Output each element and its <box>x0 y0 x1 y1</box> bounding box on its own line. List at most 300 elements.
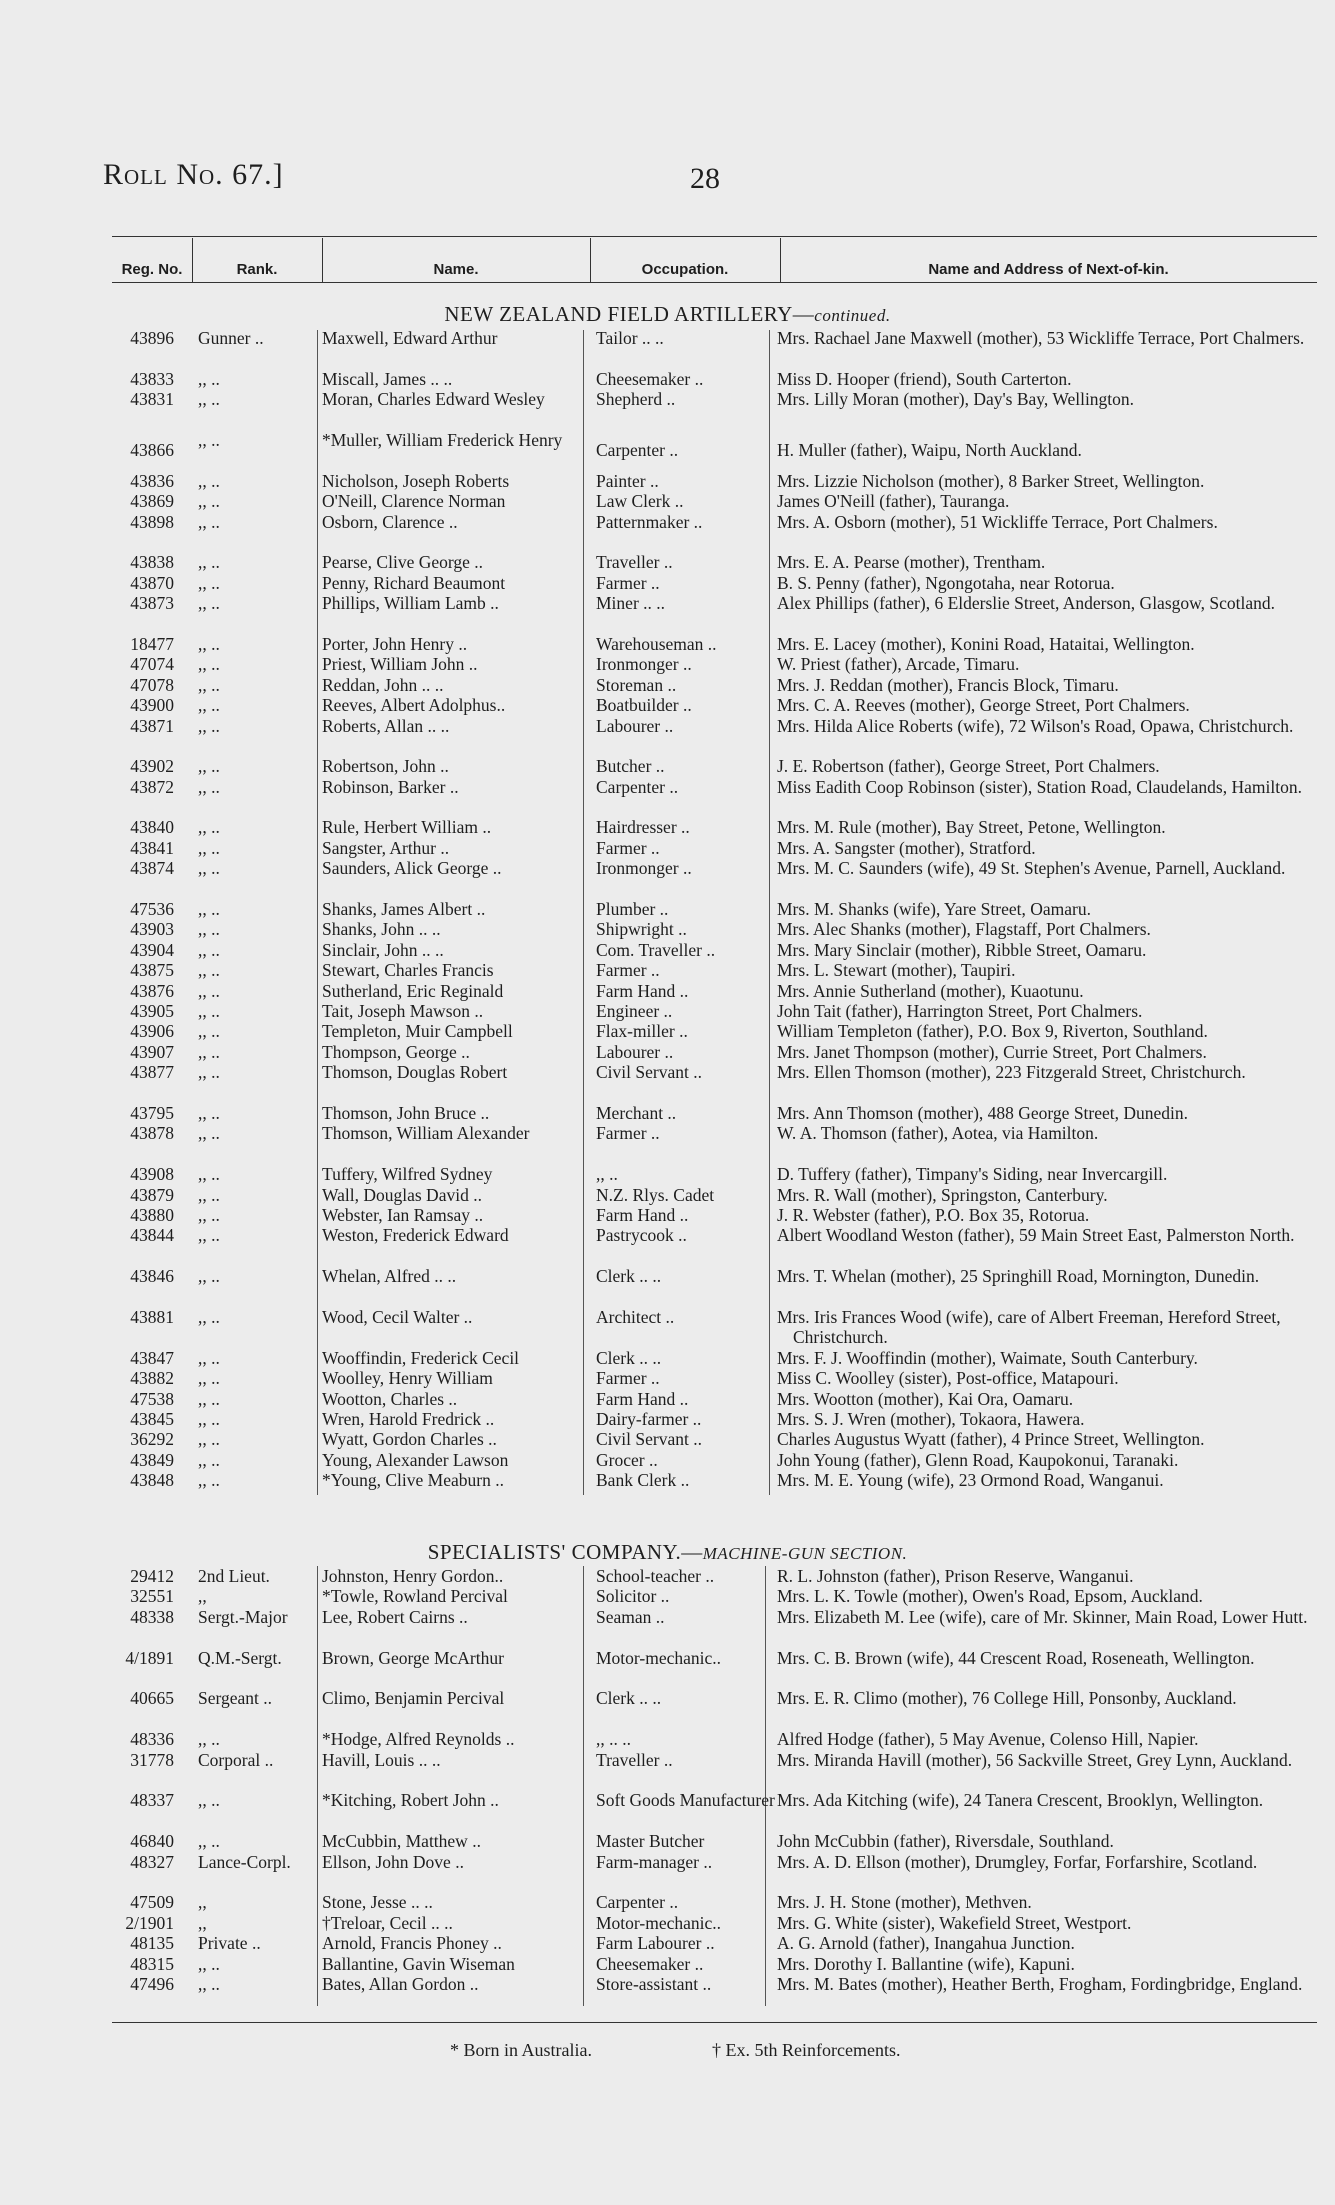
next-of-kin: Mrs. Ann Thomson (mother), 488 George Street, Dunedin. <box>777 1102 1189 1123</box>
specialists-table <box>0 1566 1335 2015</box>
table-row <box>0 1750 1335 1791</box>
rank: ,, .. <box>198 491 220 512</box>
table-row <box>0 573 1335 593</box>
table-row <box>0 1389 1335 1409</box>
soldier-name: Moran, Charles Edward Wesley <box>322 389 545 410</box>
table-row <box>0 919 1335 939</box>
soldier-name: Woolley, Henry William <box>322 1368 493 1389</box>
table-row <box>0 1205 1335 1225</box>
table-row <box>0 1954 1335 1974</box>
soldier-name: *Hodge, Alfred Reynolds .. <box>322 1729 515 1750</box>
soldier-name: Thomson, John Bruce .. <box>322 1102 490 1123</box>
rank: ,, .. <box>198 1164 220 1185</box>
rank: ,, .. <box>198 1973 220 1994</box>
occupation: Com. Traveller .. <box>596 939 716 960</box>
rank: ,, .. <box>198 429 220 450</box>
reg-number: 43840 <box>130 817 174 838</box>
table-row <box>0 1185 1335 1205</box>
occupation: Patternmaker .. <box>596 511 703 532</box>
rank: ,, .. <box>198 858 220 879</box>
next-of-kin: Mrs. Janet Thompson (mother), Currie Street, Port Chalmers. <box>777 1041 1207 1062</box>
occupation: Ironmonger .. <box>596 654 692 675</box>
reg-number: 36292 <box>130 1429 174 1450</box>
artillery-table <box>0 328 1335 1490</box>
soldier-name: Johnston, Henry Gordon.. <box>322 1566 504 1586</box>
rank: ,, .. <box>198 1001 220 1022</box>
reg-number: 48337 <box>130 1790 174 1811</box>
top-rule <box>112 236 1317 237</box>
rank: ,, .. <box>198 837 220 858</box>
soldier-name: Havill, Louis .. .. <box>322 1749 441 1770</box>
soldier-name: Shanks, John .. .. <box>322 919 441 940</box>
next-of-kin: Mrs. E. A. Pearse (mother), Trentham. <box>777 552 1046 573</box>
reg-number: 47496 <box>130 1973 174 1994</box>
next-of-kin: B. S. Penny (father), Ngongotaha, near Rotorua. <box>777 572 1115 593</box>
rank: ,, .. <box>198 1368 220 1389</box>
table-row <box>0 1164 1335 1184</box>
rank: Corporal .. <box>198 1749 274 1770</box>
reg-number: 43879 <box>130 1184 174 1205</box>
reg-number: 18477 <box>130 633 174 654</box>
occupation: ,, .. <box>596 1164 618 1185</box>
next-of-kin: Mrs. Iris Frances Wood (wife), care of Albert Freeman, Hereford Street, Christchurch. <box>777 1306 1281 1348</box>
next-of-kin: John McCubbin (father), Riversdale, Southland. <box>777 1831 1114 1852</box>
occupation: N.Z. Rlys. Cadet <box>596 1184 715 1205</box>
reg-number: 43878 <box>130 1123 174 1144</box>
table-row <box>0 491 1335 511</box>
next-of-kin: Mrs. Ellen Thomson (mother), 223 Fitzgerald Street, Christchurch. <box>777 1062 1246 1083</box>
soldier-name: Nicholson, Joseph Roberts <box>322 470 510 491</box>
reg-number: 43880 <box>130 1204 174 1225</box>
table-row <box>0 1892 1335 1912</box>
occupation: Farmer .. <box>596 837 660 858</box>
occupation: Farm Hand .. <box>596 1204 689 1225</box>
next-of-kin: Mrs. F. J. Wooffindin (mother), Waimate, South Canterbury. <box>777 1347 1198 1368</box>
next-of-kin: Mrs. Miranda Havill (mother), 56 Sackville Street, Grey Lynn, Auckland. <box>777 1749 1293 1770</box>
occupation: Farmer .. <box>596 960 660 981</box>
table-row <box>0 817 1335 837</box>
soldier-name: Reddan, John .. .. <box>322 674 444 695</box>
occupation: Clerk .. .. <box>596 1266 662 1287</box>
col-head-rank: Rank. <box>236 261 278 278</box>
occupation: Storeman .. <box>596 674 677 695</box>
rank: Sergt.-Major <box>198 1606 288 1627</box>
table-row <box>0 1062 1335 1103</box>
next-of-kin: A. G. Arnold (father), Inangahua Junction. <box>777 1933 1075 1954</box>
reg-number: 43896 <box>130 328 174 348</box>
rank: ,, .. <box>198 1021 220 1042</box>
soldier-name: Webster, Ian Ramsay .. <box>322 1204 484 1225</box>
soldier-name: *Towle, Rowland Percival <box>322 1586 508 1607</box>
table-row <box>0 1103 1335 1123</box>
occupation: Shepherd .. <box>596 389 676 410</box>
soldier-name: Sangster, Arthur .. <box>322 837 450 858</box>
table-row <box>0 552 1335 572</box>
next-of-kin: Miss D. Hooper (friend), South Carterton. <box>777 368 1072 389</box>
occupation: Clerk .. .. <box>596 1688 662 1709</box>
soldier-name: Ellson, John Dove .. <box>322 1851 464 1872</box>
occupation: Architect .. <box>596 1306 675 1327</box>
table-row <box>0 1042 1335 1062</box>
soldier-name: Saunders, Alick George .. <box>322 858 502 879</box>
page-number: 28 <box>690 162 720 195</box>
rank: ,, .. <box>198 572 220 593</box>
occupation: Engineer .. <box>596 1001 673 1022</box>
rank: ,, .. <box>198 552 220 573</box>
table-row <box>0 858 1335 899</box>
table-row <box>0 1307 1335 1348</box>
rank: ,, <box>198 1586 207 1607</box>
table-row <box>0 1974 1335 2015</box>
rank: ,, .. <box>198 1429 220 1450</box>
rank: Private .. <box>198 1933 261 1954</box>
next-of-kin: Mrs. M. Bates (mother), Heather Berth, Frogham, Fordingbridge, England. <box>777 1973 1303 1994</box>
occupation: Warehouseman .. <box>596 633 717 654</box>
soldier-name: Brown, George McArthur <box>322 1647 504 1668</box>
next-of-kin: Mrs. Elizabeth M. Lee (wife), care of Mr. Skinner, Main Road, Lower Hutt. <box>777 1606 1308 1627</box>
occupation: School-teacher .. <box>596 1566 715 1586</box>
reg-number: 43907 <box>130 1041 174 1062</box>
reg-number: 47078 <box>130 674 174 695</box>
table-row <box>0 1933 1335 1953</box>
reg-number: 43846 <box>130 1266 174 1287</box>
soldier-name: Climo, Benjamin Percival <box>322 1688 505 1709</box>
occupation: ,, .. .. <box>596 1729 631 1750</box>
soldier-name: McCubbin, Matthew .. <box>322 1831 481 1852</box>
reg-number: 48315 <box>130 1953 174 1974</box>
soldier-name: Ballantine, Gavin Wiseman <box>322 1953 515 1974</box>
next-of-kin: Mrs. R. Wall (mother), Springston, Canterbury. <box>777 1184 1108 1205</box>
rank: ,, .. <box>198 980 220 1001</box>
rank: ,, .. <box>198 695 220 716</box>
rank: Gunner .. <box>198 328 264 348</box>
rank: ,, .. <box>198 776 220 797</box>
table-row <box>0 1913 1335 1933</box>
next-of-kin: James O'Neill (father), Tauranga. <box>777 491 1010 512</box>
occupation: Flax-miller .. <box>596 1021 688 1042</box>
next-of-kin: Mrs. Mary Sinclair (mother), Ribble Street, Oamaru. <box>777 939 1147 960</box>
reg-number: 43845 <box>130 1408 174 1429</box>
soldier-name: Weston, Frederick Edward <box>322 1225 509 1246</box>
next-of-kin: Alfred Hodge (father), 5 May Avenue, Colenso Hill, Napier. <box>777 1729 1199 1750</box>
soldier-name: Priest, William John .. <box>322 654 478 675</box>
reg-number: 43900 <box>130 695 174 716</box>
occupation: Motor-mechanic.. <box>596 1912 722 1933</box>
next-of-kin: Mrs. Hilda Alice Roberts (wife), 72 Wilson's Road, Opawa, Christchurch. <box>777 715 1294 736</box>
next-of-kin: Mrs. A. Sangster (mother), Stratford. <box>777 837 1036 858</box>
reg-number: 43844 <box>130 1225 174 1246</box>
occupation: Seaman .. <box>596 1606 665 1627</box>
table-row <box>0 1586 1335 1606</box>
rank: ,, .. <box>198 1953 220 1974</box>
reg-number: 43875 <box>130 960 174 981</box>
next-of-kin: Mrs. Annie Sutherland (mother), Kuaotunu. <box>777 980 1084 1001</box>
soldier-name: Maxwell, Edward Arthur <box>322 328 498 348</box>
next-of-kin: Mrs. L. Stewart (mother), Taupiri. <box>777 960 1016 981</box>
rank: ,, .. <box>198 1408 220 1429</box>
rank: Lance-Corpl. <box>198 1851 291 1872</box>
soldier-name: Tait, Joseph Mawson .. <box>322 1001 484 1022</box>
next-of-kin: R. L. Johnston (father), Prison Reserve, Wanganui. <box>777 1566 1134 1586</box>
soldier-name: †Treloar, Cecil .. .. <box>322 1912 453 1933</box>
table-row <box>0 777 1335 818</box>
reg-number: 48336 <box>130 1729 174 1750</box>
table-row <box>0 1852 1335 1893</box>
reg-number: 43872 <box>130 776 174 797</box>
soldier-name: Stewart, Charles Francis <box>322 960 494 981</box>
next-of-kin: J. E. Robertson (father), George Street, Port Chalmers. <box>777 756 1160 777</box>
table-row <box>0 1450 1335 1470</box>
rank: 2nd Lieut. <box>198 1566 270 1586</box>
soldier-name: Wood, Cecil Walter .. <box>322 1306 473 1327</box>
next-of-kin: Miss Eadith Coop Robinson (sister), Station Road, Claudelands, Hamilton. <box>777 776 1302 797</box>
soldier-name: Lee, Robert Cairns .. <box>322 1606 468 1627</box>
rank: ,, .. <box>198 511 220 532</box>
table-row <box>0 369 1335 389</box>
reg-number: 43848 <box>130 1470 174 1491</box>
reg-number: 43841 <box>130 837 174 858</box>
occupation: Law Clerk .. <box>596 491 684 512</box>
reg-number: 43870 <box>130 572 174 593</box>
rank: ,, .. <box>198 1831 220 1852</box>
occupation: Farmer .. <box>596 1123 660 1144</box>
rank: ,, .. <box>198 674 220 695</box>
section-title-text: SPECIALISTS' COMPANY.— <box>427 1540 703 1564</box>
soldier-name: Rule, Herbert William .. <box>322 817 492 838</box>
rank: ,, .. <box>198 919 220 940</box>
next-of-kin: Mrs. Alec Shanks (mother), Flagstaff, Port Chalmers. <box>777 919 1151 940</box>
rank: Q.M.-Sergt. <box>198 1647 282 1668</box>
next-of-kin: Mrs. A. D. Ellson (mother), Drumgley, Forfar, Forfarshire, Scotland. <box>777 1851 1258 1872</box>
reg-number: 43873 <box>130 593 174 614</box>
rank: ,, .. <box>198 1062 220 1083</box>
occupation: Farmer .. <box>596 572 660 593</box>
rank: ,, .. <box>198 1790 220 1811</box>
reg-number: 43876 <box>130 980 174 1001</box>
soldier-name: Whelan, Alfred .. .. <box>322 1266 457 1287</box>
occupation: Traveller .. <box>596 552 673 573</box>
rank: ,, .. <box>198 654 220 675</box>
occupation: Pastrycook .. <box>596 1225 687 1246</box>
occupation: Dairy-farmer .. <box>596 1408 702 1429</box>
table-row <box>0 838 1335 858</box>
next-of-kin: Mrs. J. H. Stone (mother), Methven. <box>777 1892 1032 1913</box>
occupation: Farm Labourer .. <box>596 1933 715 1954</box>
reg-number: 43795 <box>130 1102 174 1123</box>
table-row <box>0 1607 1335 1648</box>
occupation: Cheesemaker .. <box>596 368 704 389</box>
rank: ,, .. <box>198 1041 220 1062</box>
next-of-kin: Mrs. Rachael Jane Maxwell (mother), 53 Wickliffe Terrace, Port Chalmers. <box>777 328 1305 348</box>
rank: ,, .. <box>198 817 220 838</box>
section-title-text: NEW ZEALAND FIELD ARTILLERY— <box>444 302 815 326</box>
occupation: Carpenter .. <box>596 1892 679 1913</box>
reg-number: 48327 <box>130 1851 174 1872</box>
soldier-name: Reeves, Albert Adolphus.. <box>322 695 506 716</box>
occupation: Civil Servant .. <box>596 1062 702 1083</box>
table-row <box>0 675 1335 695</box>
soldier-name: Templeton, Muir Campbell <box>322 1021 513 1042</box>
soldier-name: Arnold, Francis Phoney .. <box>322 1933 502 1954</box>
next-of-kin: Mrs. C. A. Reeves (mother), George Street, Port Chalmers. <box>777 695 1190 716</box>
next-of-kin: Albert Woodland Weston (father), 59 Main Street East, Palmerston North. <box>777 1225 1295 1246</box>
soldier-name: Pearse, Clive George .. <box>322 552 484 573</box>
table-row <box>0 1429 1335 1449</box>
occupation: Grocer .. <box>596 1449 658 1470</box>
table-row <box>0 1648 1335 1689</box>
rank: ,, .. <box>198 1102 220 1123</box>
table-row <box>0 1409 1335 1429</box>
occupation: Motor-mechanic.. <box>596 1647 722 1668</box>
soldier-name: Robertson, John .. <box>322 756 449 777</box>
rank: ,, .. <box>198 1225 220 1246</box>
reg-number: 32551 <box>130 1586 174 1607</box>
soldier-name: Young, Alexander Lawson <box>322 1449 509 1470</box>
soldier-name: Sutherland, Eric Reginald <box>322 980 504 1001</box>
rank: ,, .. <box>198 389 220 410</box>
rank: Sergeant .. <box>198 1688 273 1709</box>
reg-number: 43831 <box>130 389 174 410</box>
col-head-occupation: Occupation. <box>641 261 729 278</box>
footnote-ex-reinforcements: † Ex. 5th Reinforcements. <box>712 2040 901 2060</box>
rank: ,, .. <box>198 960 220 981</box>
table-row <box>0 1001 1335 1021</box>
occupation: Cheesemaker .. <box>596 1953 704 1974</box>
occupation: Boatbuilder .. <box>596 695 692 716</box>
soldier-name: O'Neill, Clarence Norman <box>322 491 506 512</box>
occupation: Bank Clerk .. <box>596 1470 690 1491</box>
next-of-kin: Mrs. M. E. Young (wife), 23 Ormond Road, Wanganui. <box>777 1470 1164 1491</box>
reg-number: 47509 <box>130 1892 174 1913</box>
soldier-name: Thomson, William Alexander <box>322 1123 530 1144</box>
soldier-name: Wall, Douglas David .. <box>322 1184 482 1205</box>
occupation: Farmer .. <box>596 1368 660 1389</box>
occupation: Merchant .. <box>596 1102 677 1123</box>
table-row <box>0 389 1335 430</box>
soldier-name: Bates, Allan Gordon .. <box>322 1973 479 1994</box>
table-row <box>0 1368 1335 1388</box>
rank: ,, .. <box>198 899 220 920</box>
footer-rule <box>112 2022 1317 2023</box>
next-of-kin: W. A. Thomson (father), Aotea, via Hamilton. <box>777 1123 1099 1144</box>
rank: ,, .. <box>198 1347 220 1368</box>
soldier-name: Wren, Harold Fredrick .. <box>322 1408 495 1429</box>
occupation: Tailor .. .. <box>596 328 664 348</box>
soldier-name: Phillips, William Lamb .. <box>322 593 499 614</box>
rank: ,, .. <box>198 1184 220 1205</box>
occupation: Solicitor .. <box>596 1586 670 1607</box>
reg-number: 47536 <box>130 899 174 920</box>
table-row <box>0 1688 1335 1729</box>
occupation: Traveller .. <box>596 1749 673 1770</box>
next-of-kin: Alex Phillips (father), 6 Elderslie Street, Anderson, Glasgow, Scotland. <box>777 593 1276 614</box>
reg-number: 2/1901 <box>125 1912 174 1933</box>
reg-number: 43902 <box>130 756 174 777</box>
soldier-name: *Kitching, Robert John .. <box>322 1790 499 1811</box>
next-of-kin: Mrs. Ada Kitching (wife), 24 Tanera Crescent, Brooklyn, Wellington. <box>777 1790 1264 1811</box>
next-of-kin: J. R. Webster (father), P.O. Box 35, Rotorua. <box>777 1204 1090 1225</box>
table-row <box>0 471 1335 491</box>
occupation: Painter .. <box>596 470 659 491</box>
rank: ,, .. <box>198 1204 220 1225</box>
next-of-kin: Mrs. G. White (sister), Wakefield Street, Westport. <box>777 1912 1132 1933</box>
reg-number: 48338 <box>130 1606 174 1627</box>
occupation: Hairdresser .. <box>596 817 690 838</box>
reg-number: 46840 <box>130 1831 174 1852</box>
soldier-name: Robinson, Barker .. <box>322 776 459 797</box>
next-of-kin: Charles Augustus Wyatt (father), 4 Prince Street, Wellington. <box>777 1429 1205 1450</box>
rank: ,, .. <box>198 1266 220 1287</box>
reg-number: 43908 <box>130 1164 174 1185</box>
soldier-name: Penny, Richard Beaumont <box>322 572 506 593</box>
table-row <box>0 960 1335 980</box>
table-row <box>0 1729 1335 1749</box>
table-row <box>0 1123 1335 1164</box>
reg-number: 43836 <box>130 470 174 491</box>
next-of-kin: Mrs. L. K. Towle (mother), Owen's Road, Epsom, Auckland. <box>777 1586 1203 1607</box>
rank: ,, .. <box>198 1306 220 1327</box>
table-row <box>0 1225 1335 1266</box>
next-of-kin: Mrs. M. Shanks (wife), Yare Street, Oamaru. <box>777 899 1091 920</box>
footnote-born-australia: * Born in Australia. <box>450 2040 592 2060</box>
next-of-kin: Mrs. Lizzie Nicholson (mother), 8 Barker Street, Wellington. <box>777 470 1205 491</box>
next-of-kin: Mrs. E. R. Climo (mother), 76 College Hill, Ponsonby, Auckland. <box>777 1688 1237 1709</box>
reg-number: 43874 <box>130 858 174 879</box>
rank: ,, .. <box>198 756 220 777</box>
table-row <box>0 1021 1335 1041</box>
reg-number: 4/1891 <box>125 1647 174 1668</box>
reg-number: 43906 <box>130 1021 174 1042</box>
table-row <box>0 756 1335 776</box>
rank: ,, .. <box>198 1729 220 1750</box>
next-of-kin: Mrs. Wootton (mother), Kai Ora, Oamaru. <box>777 1388 1074 1409</box>
occupation: Civil Servant .. <box>596 1429 702 1450</box>
occupation: Labourer .. <box>596 715 674 736</box>
table-row <box>0 593 1335 634</box>
col-head-reg: Reg. No. <box>121 261 183 278</box>
reg-number: 40665 <box>130 1688 174 1709</box>
rank: ,, <box>198 1892 207 1913</box>
reg-number: 43898 <box>130 511 174 532</box>
next-of-kin: Miss C. Woolley (sister), Post-office, Matapouri. <box>777 1368 1119 1389</box>
soldier-name: Wootton, Charles .. <box>322 1388 458 1409</box>
roll-number: Roll No. 67.] <box>103 158 284 191</box>
reg-number: 43838 <box>130 552 174 573</box>
col-head-name: Name. <box>433 261 479 278</box>
occupation: Ironmonger .. <box>596 858 692 879</box>
soldier-name: Wyatt, Gordon Charles .. <box>322 1429 497 1450</box>
next-of-kin: Mrs. J. Reddan (mother), Francis Block, Timaru. <box>777 674 1119 695</box>
soldier-name: Thomson, Douglas Robert <box>322 1062 508 1083</box>
rank: ,, .. <box>198 368 220 389</box>
soldier-name: Roberts, Allan .. .. <box>322 715 450 736</box>
table-row <box>0 1470 1335 1490</box>
occupation: Store-assistant .. <box>596 1973 712 1994</box>
soldier-name: Tuffery, Wilfred Sydney <box>322 1164 493 1185</box>
soldier-name: Osborn, Clarence .. <box>322 511 458 532</box>
occupation: Master Butcher <box>596 1831 705 1852</box>
occupation: Farm-manager .. <box>596 1851 713 1872</box>
soldier-name: Thompson, George .. <box>322 1041 470 1062</box>
occupation: Clerk .. .. <box>596 1347 662 1368</box>
next-of-kin: Mrs. A. Osborn (mother), 51 Wickliffe Terrace, Port Chalmers. <box>777 511 1218 532</box>
next-of-kin: Mrs. S. J. Wren (mother), Tokaora, Hawera. <box>777 1408 1085 1429</box>
next-of-kin: Mrs. T. Whelan (mother), 25 Springhill Road, Mornington, Dunedin. <box>777 1266 1260 1287</box>
table-row <box>0 981 1335 1001</box>
occupation: Farm Hand .. <box>596 980 689 1001</box>
rank: ,, .. <box>198 1449 220 1470</box>
table-row <box>0 1266 1335 1307</box>
